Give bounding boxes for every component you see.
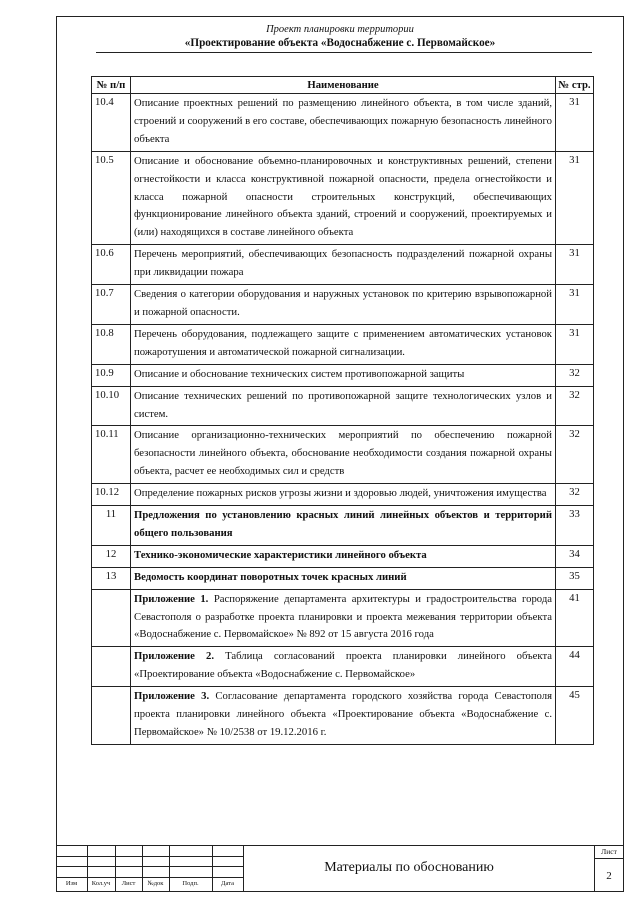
appendix-text: Согласование департамента городского хозяйства города Севастополя проекта планировки линейного объекта «Проектирование объекта «Водоснабжение с. Первомайское» № 10/2538 от 19.12.2016 г. <box>134 690 553 738</box>
sheet-label: Лист <box>601 847 617 856</box>
row-page-number: 31 <box>556 324 594 364</box>
caption-data: Дата <box>221 880 234 887</box>
table-row <box>92 506 594 546</box>
row-description: Перечень мероприятий, обеспечивающих безопасность подразделений пожарной охраны при ликвидации пожара <box>131 245 556 285</box>
caption-list: Лист <box>121 880 136 887</box>
row-page-number: 32 <box>556 364 594 386</box>
row-number: 10.4 <box>92 94 131 152</box>
row-description: Технико-экономические характеристики линейного объекта <box>131 545 556 567</box>
row-number <box>92 647 131 687</box>
row-page-number: 34 <box>556 545 594 567</box>
appendix-label: Приложение 1. <box>134 592 209 605</box>
title-block-row-line <box>56 877 243 878</box>
row-description: Определение пожарных рисков угрозы жизни и здоровью людей, уничтожения имущества <box>131 484 556 506</box>
row-description: Сведения о категории оборудования и наружных установок по критерию взрывопожарной и пожарной опасности. <box>131 285 556 325</box>
row-page-number: 32 <box>556 386 594 426</box>
row-page-number: 44 <box>556 647 594 687</box>
row-number: 12 <box>92 545 131 567</box>
row-number: 10.6 <box>92 245 131 285</box>
header-title: «Проектирование объекта «Водоснабжение с. Первомайское» <box>184 37 496 49</box>
table-row <box>92 647 594 687</box>
row-number: 10.9 <box>92 364 131 386</box>
appendix-label: Приложение 2. <box>134 650 214 663</box>
table-row <box>92 426 594 484</box>
table-row <box>92 94 594 152</box>
row-page-number: 33 <box>556 506 594 546</box>
title-block-row-line <box>56 866 243 867</box>
row-page-number: 45 <box>556 687 594 745</box>
row-page-number: 31 <box>556 151 594 245</box>
row-description: Перечень оборудования, подлежащего защите с применением автоматических установок пожаротушения и автоматической пожарной сигнализации. <box>131 324 556 364</box>
sheet-number: 2 <box>606 870 612 882</box>
caption-izm: Изм <box>65 880 78 887</box>
header-subtitle: Проект планировки территории <box>266 24 414 35</box>
row-number: 10.5 <box>92 151 131 245</box>
appendix-text: Распоряжение департамента архитектуры и градостроительства города Севастополя о разработке проекта планировки и проекта межевания территории объекта «Водоснабжение с. Первомайское» № 892 от 15 августа 2016 года <box>134 592 553 641</box>
row-description: Описание и обоснование технических систем противопожарной защиты <box>131 364 556 386</box>
table-row <box>92 386 594 426</box>
row-number: 10.12 <box>92 484 131 506</box>
row-description <box>131 687 556 745</box>
row-number: 11 <box>92 506 131 546</box>
row-page-number: 35 <box>556 567 594 589</box>
row-description: Ведомость координат поворотных точек красных линий <box>131 567 556 589</box>
table-row <box>92 589 594 647</box>
col-header-page: № стр. <box>556 77 594 94</box>
row-number: 10.8 <box>92 324 131 364</box>
table-row <box>92 285 594 325</box>
caption-ndok: №док <box>147 880 164 887</box>
table-row <box>92 545 594 567</box>
row-description: Описание организационно-технических мероприятий по обеспечению пожарной безопасности линейного объекта, обоснование необходимости создания пожарной охраны объекта, расчет ее необходимых сил и средств <box>131 426 556 484</box>
table-row <box>92 567 594 589</box>
table-row <box>92 245 594 285</box>
table-row <box>92 324 594 364</box>
table-row <box>92 364 594 386</box>
row-page-number: 31 <box>556 285 594 325</box>
title-block-row-line <box>56 856 243 857</box>
row-number <box>92 589 131 647</box>
col-header-number: № п/п <box>92 77 131 94</box>
row-number <box>92 687 131 745</box>
row-number: 13 <box>92 567 131 589</box>
caption-podp: Подп. <box>182 880 199 887</box>
row-description: Описание технических решений по противопожарной защите технологических узлов и систем. <box>131 386 556 426</box>
table-body <box>92 94 594 745</box>
appendix-label: Приложение 3. <box>134 690 210 703</box>
table-row <box>92 484 594 506</box>
row-description: Предложения по установлению красных линий линейных объектов и территорий общего пользования <box>131 506 556 546</box>
row-description <box>131 647 556 687</box>
row-description <box>131 589 556 647</box>
col-header-name: Наименование <box>131 77 556 94</box>
header-divider <box>96 52 592 53</box>
document-section-title: Материалы по обоснованию <box>324 860 494 875</box>
row-page-number: 31 <box>556 245 594 285</box>
table-row <box>92 151 594 245</box>
row-description: Описание проектных решений по размещению линейного объекта, в том числе зданий, строений и сооружений в его составе, обеспечивающих пожарную безопасность линейного объекта <box>131 94 556 152</box>
sheet-divider <box>594 858 624 859</box>
caption-kol-uch: Кол.уч <box>91 880 111 887</box>
table-row <box>92 687 594 745</box>
row-page-number: 41 <box>556 589 594 647</box>
appendix-text: Таблица согласований проекта планировки линейного объекта «Проектирование объекта «Водоснабжение с. Первомайское» <box>134 650 552 681</box>
row-number: 10.7 <box>92 285 131 325</box>
row-description: Описание и обоснование объемно-планировочных и конструктивных решений, степени огнестойкости и класса конструктивной пожарной опасности, предела огнестойкости и класса пожарной опасности строительных конструкций, обеспечивающих функционирование линейного объекта зданий, строений и сооружений, проектируемых и (или) находящихся в составе линейного объекта <box>131 151 556 245</box>
row-number: 10.10 <box>92 386 131 426</box>
row-page-number: 32 <box>556 484 594 506</box>
row-number: 10.11 <box>92 426 131 484</box>
row-page-number: 32 <box>556 426 594 484</box>
contents-table <box>91 76 594 745</box>
row-page-number: 31 <box>556 94 594 152</box>
table-header-row <box>92 77 594 94</box>
title-block <box>56 845 624 892</box>
